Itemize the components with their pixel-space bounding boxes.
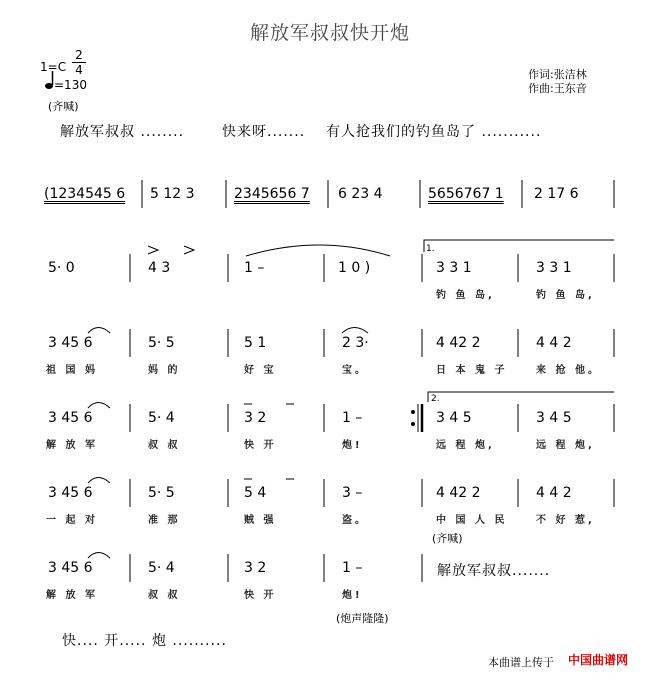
measure: 1 0 ) — [338, 260, 371, 276]
lyric: 贼 强 — [244, 515, 277, 526]
measure: 4 3 — [148, 260, 171, 276]
upload-note: 本曲谱上传于 — [488, 656, 554, 669]
intro-measure: 5656767 1 — [428, 186, 504, 202]
repeat-dot — [412, 411, 415, 414]
measure: 3 45 6 — [48, 485, 93, 501]
lyric: 妈 的 — [148, 365, 181, 376]
volta-bracket-1 — [424, 240, 614, 252]
lyric: 炮! — [342, 590, 363, 601]
ending-performance-note: (齐喊) — [432, 532, 463, 545]
measure: 3 3 1 — [436, 260, 472, 276]
lyric: 来 抢 他。 — [536, 365, 601, 376]
repeat-dot — [412, 423, 415, 426]
intro-measure: 2 17 6 — [534, 186, 579, 202]
volta-label-2: 2. — [431, 394, 440, 404]
sound-effect-note: (炮声隆隆) — [336, 612, 389, 625]
measure: 4 4 2 — [536, 485, 572, 501]
measure: 2 3· — [342, 335, 369, 351]
measure: 3 45 6 — [48, 410, 93, 426]
slur — [88, 328, 110, 334]
lyric: 日 本 鬼 子 — [436, 365, 508, 376]
volta-label-1: 1. — [426, 244, 435, 254]
lyric: 准 那 — [148, 515, 181, 526]
time-signature-bottom: 4 — [75, 63, 83, 77]
measure: 3 2 — [244, 560, 267, 576]
lyric: 解 放 军 — [46, 590, 98, 601]
lyric: 盗。 — [342, 515, 368, 526]
lyric: 好 宝 — [244, 365, 277, 376]
slur — [342, 328, 368, 334]
lyric: 解 放 军 — [46, 440, 98, 451]
measure: 4 42 2 — [436, 335, 481, 351]
measure: 3 45 6 — [48, 560, 93, 576]
intro-shout-3: 有人抢我们的钓鱼岛了 ........... — [326, 124, 542, 140]
tempo-marking: =130 — [54, 78, 87, 92]
measure: 5· 0 — [48, 260, 75, 276]
intro-shout-2: 快来呀....... — [222, 124, 306, 140]
measure: 5· 5 — [148, 335, 175, 351]
slur — [88, 403, 110, 409]
accent-mark — [148, 246, 158, 254]
measure: 3 4 5 — [436, 410, 472, 426]
measure: 1 – — [244, 260, 265, 276]
intro-measure: 5 12 3 — [150, 186, 195, 202]
composer-credit: 作曲:王东音 — [528, 82, 587, 95]
intro-measure: 6 23 4 — [338, 186, 383, 202]
lyricist-credit: 作词:张洁林 — [528, 68, 587, 81]
ending-shout-2: 快.... 开..... 炮 .......... — [62, 633, 227, 649]
measure: 4 42 2 — [436, 485, 481, 501]
song-title: 解放军叔叔快开炮 — [249, 22, 410, 44]
measure: 4 4 2 — [536, 335, 572, 351]
slur — [88, 553, 110, 559]
lyric: 快 开 — [244, 440, 277, 451]
intro-shout-1: 解放军叔叔 ........ — [60, 124, 185, 140]
lyric: 远 程 炮, — [436, 440, 495, 451]
slur — [88, 478, 110, 484]
measure: 3 2 — [244, 410, 267, 426]
key-signature: 1=C — [40, 60, 67, 74]
measure: 5· 4 — [148, 560, 175, 576]
lyric: 宝。 — [342, 365, 368, 376]
lyric: 叔 叔 — [148, 440, 181, 451]
lyric: 钓 鱼 岛, — [436, 290, 495, 301]
measure: 5 1 — [244, 335, 267, 351]
measure: 3 45 6 — [48, 335, 93, 351]
lyric: 钓 鱼 岛, — [536, 290, 595, 301]
ending-shout-1: 解放军叔叔....... — [437, 563, 551, 579]
measure: 5 4 — [244, 485, 267, 501]
intro-measure: 2345656 7 — [234, 186, 310, 202]
measure: 1 – — [342, 410, 363, 426]
lyric: 叔 叔 — [148, 590, 181, 601]
volta-bracket-2 — [428, 392, 614, 402]
intro-performance-note: (齐喊) — [48, 100, 79, 113]
lyric: 炮! — [342, 440, 363, 451]
lyric: 不 好 惹, — [536, 515, 595, 526]
lyric: 远 程 炮, — [536, 440, 595, 451]
measure: 3 3 1 — [536, 260, 572, 276]
lyric: 快 开 — [244, 590, 277, 601]
measure: 3 – — [342, 485, 363, 501]
lyric: 一 起 对 — [46, 515, 98, 526]
time-signature-top: 2 — [75, 48, 83, 62]
tie — [246, 245, 390, 256]
accent-mark — [184, 246, 194, 254]
lyric: 祖 国 妈 — [46, 365, 98, 376]
measure: 3 4 5 — [536, 410, 572, 426]
lyric: 中 国 人 民 — [436, 515, 508, 526]
measure: 1 – — [342, 560, 363, 576]
site-logo-text: 中国曲谱网 — [568, 653, 629, 667]
measure: 5· 4 — [148, 410, 175, 426]
intro-measure: (1234545 6 — [44, 186, 126, 202]
measure: 5· 5 — [148, 485, 175, 501]
